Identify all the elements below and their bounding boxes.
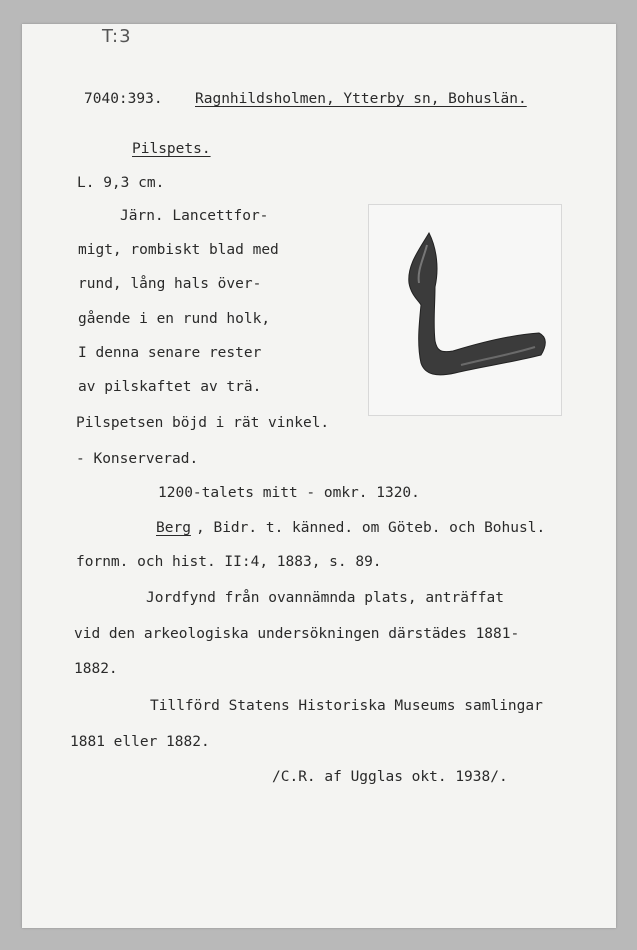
acquisition-line: Tillförd Statens Historiska Museums samlingar [150,698,543,714]
description-line: av pilskaftet av trä. [78,379,262,395]
artifact-photo [368,204,562,416]
description-line: rund, lång hals över- [78,276,262,292]
description-line: - Konserverad. [76,451,199,467]
catalog-number: 7040:393. [84,91,163,107]
dating: 1200-talets mitt - omkr. 1320. [158,485,420,501]
find-context-line: vid den arkeologiska undersökningen därstädes 1881- [74,626,520,642]
description-line: I denna senare rester [78,345,262,361]
find-place: Ragnhildsholmen, Ytterby sn, Bohuslän. [195,91,527,107]
acquisition-line: 1881 eller 1882. [70,734,210,750]
arrowhead-image [369,205,561,415]
description-line: gående i en rund holk, [78,311,271,327]
reference-title: , Bidr. t. känned. om Göteb. och Bohusl. [196,520,546,536]
description-line: Pilspetsen böjd i rät vinkel. [76,415,330,431]
signature: /C.R. af Ugglas okt. 1938/. [272,769,508,785]
reference-author: Berg [156,520,191,536]
handwritten-code: T:3 [102,26,132,47]
object-title: Pilspets. [132,141,211,157]
catalog-card [22,24,616,928]
description-line: migt, rombiskt blad med [78,242,279,258]
find-context-line: 1882. [74,661,118,677]
description-line: Järn. Lancettfor- [120,208,269,224]
object-length: L. 9,3 cm. [77,175,165,191]
reference-line: fornm. och hist. II:4, 1883, s. 89. [76,554,382,570]
find-context-line: Jordfynd från ovannämnda plats, anträffat [146,590,504,606]
